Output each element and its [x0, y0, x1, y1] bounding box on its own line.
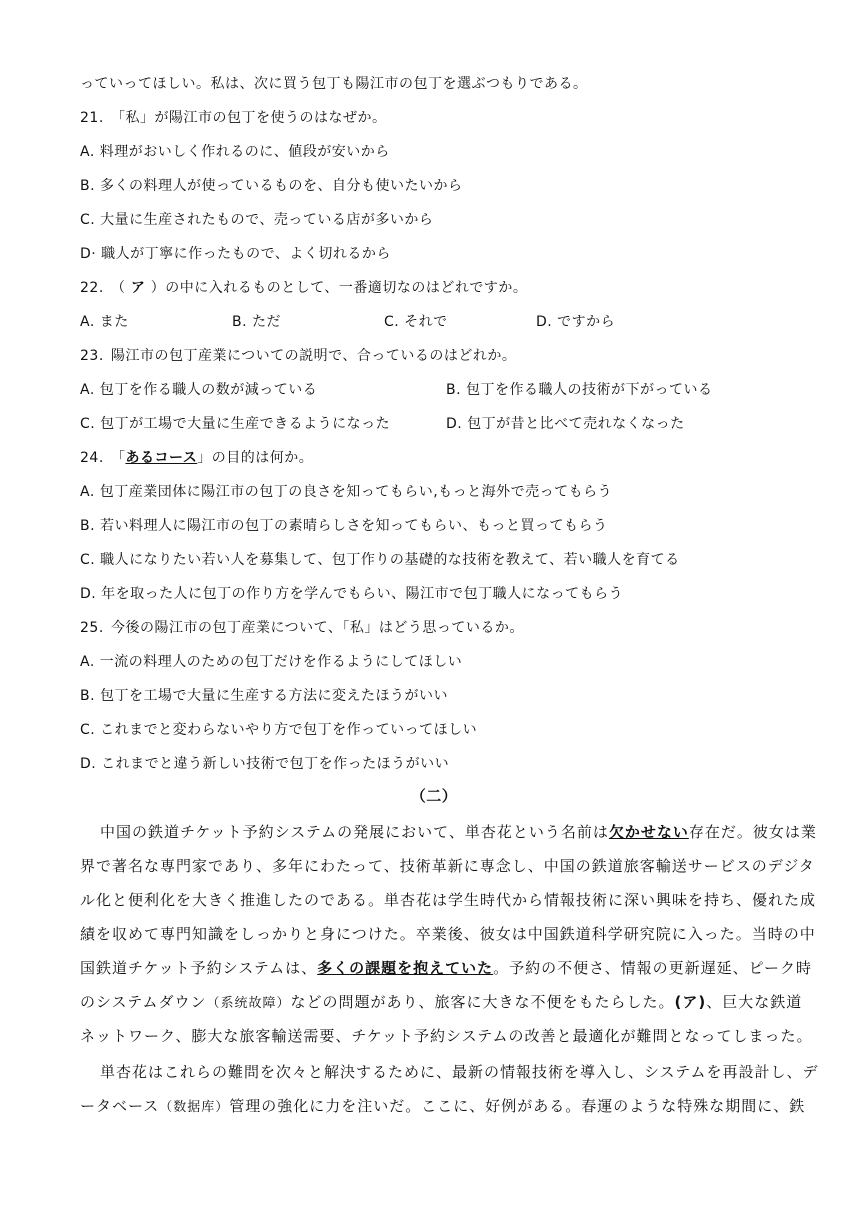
text-run: 管理の強化に力を注いだ。ここに、好例がある。春運のような特殊な期間に、鉄	[229, 1097, 806, 1115]
text-run: のシステムダウン	[80, 993, 207, 1011]
passage-2-line-6	[80, 992, 803, 1014]
question-stem-blank: ア	[125, 280, 151, 296]
q22-option-b: B. ただ	[232, 314, 282, 330]
text-run: 。予約の不便さ、情報の更新遅延、ピーク時	[493, 959, 812, 977]
question-number: 22.	[80, 280, 104, 296]
passage-2-line-8: 単杏花はこれらの難問を次々と解決するために、最新の情報技術を導入し、システムを再設計し、デ	[100, 1063, 819, 1081]
q22-option-a: A. また	[80, 314, 129, 330]
passage-2-line-9	[80, 1096, 806, 1118]
text-run: 、巨大な鉄道	[706, 993, 803, 1011]
q22-option-d: D. ですから	[536, 314, 616, 330]
underlined-phrase: あるコース	[125, 450, 198, 466]
question-24	[80, 448, 800, 468]
blank-marker: (ア)	[674, 993, 707, 1011]
question-number: 23.	[80, 348, 104, 364]
q23-option-d: D. 包丁が昔と比べて売れなくなった	[446, 416, 685, 432]
q22-option-c: C. それで	[384, 314, 448, 330]
passage-1-tail: っていってほしい。私は、次に買う包丁も陽江市の包丁を選ぶつもりである。	[80, 76, 588, 92]
q24-option-c: C. 職人になりたい若い人を募集して、包丁作りの基礎的な技術を教えて、若い職人を育てる	[80, 552, 680, 568]
q23-option-c: C. 包丁が工場で大量に生産できるようになった	[80, 416, 391, 432]
passage-2-line-5	[80, 958, 812, 978]
question-stem-open: （	[110, 280, 126, 296]
passage-2-line-1	[100, 822, 817, 842]
question-25	[80, 618, 800, 638]
section-heading: （二）	[410, 787, 458, 805]
question-number: 24.	[80, 450, 104, 466]
q21-option-c: C. 大量に生産されたもので、売っている店が多いから	[80, 212, 434, 228]
q21-option-d: D· 職人が丁寧に作ったもので、よく切れるから	[80, 246, 391, 262]
q23-options-row-1	[80, 380, 800, 400]
q25-option-d: D. これまでと違う新しい技術で包丁を作ったほうがいい	[80, 756, 450, 772]
q23-option-b: B. 包丁を作る職人の技術が下がっている	[446, 382, 713, 398]
underlined-phrase: 欠かせない	[608, 823, 689, 841]
q24-option-d: D. 年を取った人に包丁の作り方を学んでもらい、陽江市で包丁職人になってもらう	[80, 586, 624, 602]
question-23	[80, 346, 800, 366]
question-stem: 陽江市の包丁産業についての説明で、合っているのはどれか。	[110, 348, 517, 364]
q25-option-b: B. 包丁を工場で大量に生産する方法に変えたほうがいい	[80, 688, 449, 704]
passage-2-line-2: 界で著名な専門家であり、多年にわたって、技術革新に専念し、中国の鉄道旅客輸送サービスのデジタ	[80, 857, 815, 875]
q21-option-a: A. 料理がおいしく作れるのに、値段が安いから	[80, 144, 390, 160]
passage-2-line-4: 績を収めて専門知識をしっかりと身につけた。卒業後、彼女は中国鉄道科学研究院に入った。当時の中	[80, 925, 816, 943]
q24-option-b: B. 若い料理人に陽江市の包丁の素晴らしさを知ってもらい、もっと買ってもらう	[80, 518, 608, 534]
question-stem: 「私」が陽江市の包丁を使うのはなぜか。	[110, 110, 387, 126]
text-run: 存在だ。彼女は業	[688, 823, 817, 841]
passage-2-line-3: ル化と便利化を大きく推進したのである。単杏花は学生時代から情報技術に深い興味を持ち、優れた成	[80, 891, 817, 909]
text-run: 国鉄道チケット予約システムは、	[80, 959, 318, 977]
text-run: 中国の鉄道チケット予約システムの発展において、単杏花という名前は	[100, 823, 609, 841]
q23-options-row-2	[80, 414, 800, 434]
question-21	[80, 108, 800, 128]
q21-option-b: B. 多くの料理人が使っているものを、自分も使いたいから	[80, 178, 463, 194]
text-run: などの問題があり、旅客に大きな不便をもたらした。	[290, 993, 675, 1011]
question-22	[80, 278, 800, 298]
question-stem: 今後の陽江市の包丁産業について、「私」はどう思っているか。	[110, 620, 524, 636]
gloss: （系统故障）	[206, 996, 291, 1011]
question-stem-rest: 」の目的は何か。	[197, 450, 314, 466]
q25-option-a: A. 一流の料理人のための包丁だけを作るようにしてほしい	[80, 654, 463, 670]
gloss: （数据库）	[159, 1100, 230, 1115]
question-number: 25.	[80, 620, 104, 636]
question-stem-rest: ）の中に入れるものとして、一番適切なのはどれですか。	[150, 280, 528, 296]
question-stem-open: 「	[110, 450, 126, 466]
q23-option-a: A. 包丁を作る職人の数が減っている	[80, 382, 318, 398]
underlined-phrase: 多くの課題を抱えていた	[317, 959, 494, 977]
q24-option-a: A. 包丁産業団体に陽江市の包丁の良さを知ってもらい,もっと海外で売ってもらう	[80, 484, 613, 500]
q22-options	[80, 312, 800, 332]
q25-option-c: C. これまでと変わらないやり方で包丁を作っていってほしい	[80, 722, 478, 738]
text-run: ータベース	[80, 1097, 160, 1115]
passage-2-line-7: ネットワーク、膨大な旅客輸送需要、チケット予約システムの改善と最適化が難問となってしまった。	[80, 1027, 813, 1045]
question-number: 21.	[80, 110, 104, 126]
